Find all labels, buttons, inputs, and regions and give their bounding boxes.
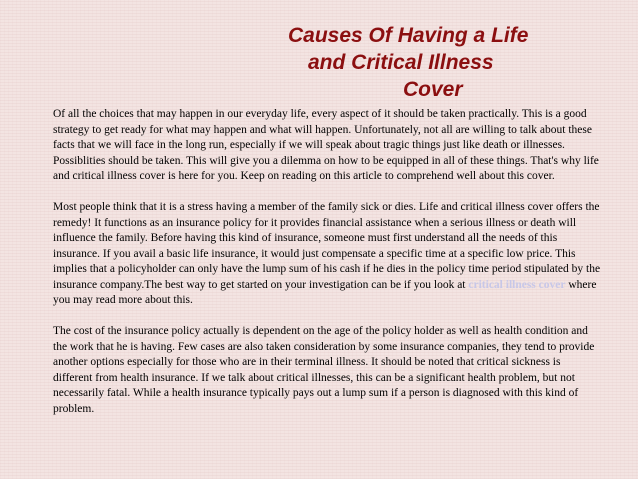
paragraph-3: The cost of the insurance policy actually is dependent on the age of the policy holder as well as health condition and the work that he is having. Few cases are also taken consideration by some insurance companies, they tend to provide another options especially for those who are in their terminal illness. It should be noted that critical sickness is different from health insurance. If we talk about critical illnesses, this can be a significant health problem, but not necessarily fatal. While a health insurance typically pays out a lump sum if a person is diagnosed with this kind of problem. (53, 325, 595, 415)
paragraph-2-text-end: where you may read more about this. (53, 278, 597, 306)
title-line-1: Causes Of Having a Life (288, 24, 529, 47)
slide-title (286, 22, 586, 103)
title-line-2: and Critical Illness (308, 51, 494, 74)
article-body (53, 107, 601, 433)
paragraph-1: Of all the choices that may happen in our everyday life, every aspect of it should be taken practically. This is a good strategy to get ready for what may happen and what will happen. Unfortunately, not all are willing to talk about these facts that we will face in the long run, especially if we will speak about tragic things just like death or illnesses. Possiblities should be taken. This will give you a dilemma on how to be equipped in all of these things. That's why life and critical illness cover is here for you. Keep on reading on this article to comprehend well about this cover. (53, 108, 599, 182)
paragraph-2-text-start: Most people think that it is a stress having a member of the family sick or dies. Life and critical illness cover offers the remedy! It functions as an insurance policy for it provides financial assistance when a serious illness or death will influence the family. Before having this kind of insurance, someone must first understand all the needs of this insurance. If you avail a basic life insurance, it would just compensate a specific time at a specific low price. This implies that a policyholder can only have the lump sum of his cash if he dies in the policy time period stipulated by the insurance company.The best way to get started on your investigation can be if you look at (53, 201, 601, 291)
paragraph-2 (53, 200, 601, 309)
title-line-3: Cover (403, 78, 463, 101)
critical-illness-cover-link[interactable]: critical illness cover (468, 278, 566, 291)
